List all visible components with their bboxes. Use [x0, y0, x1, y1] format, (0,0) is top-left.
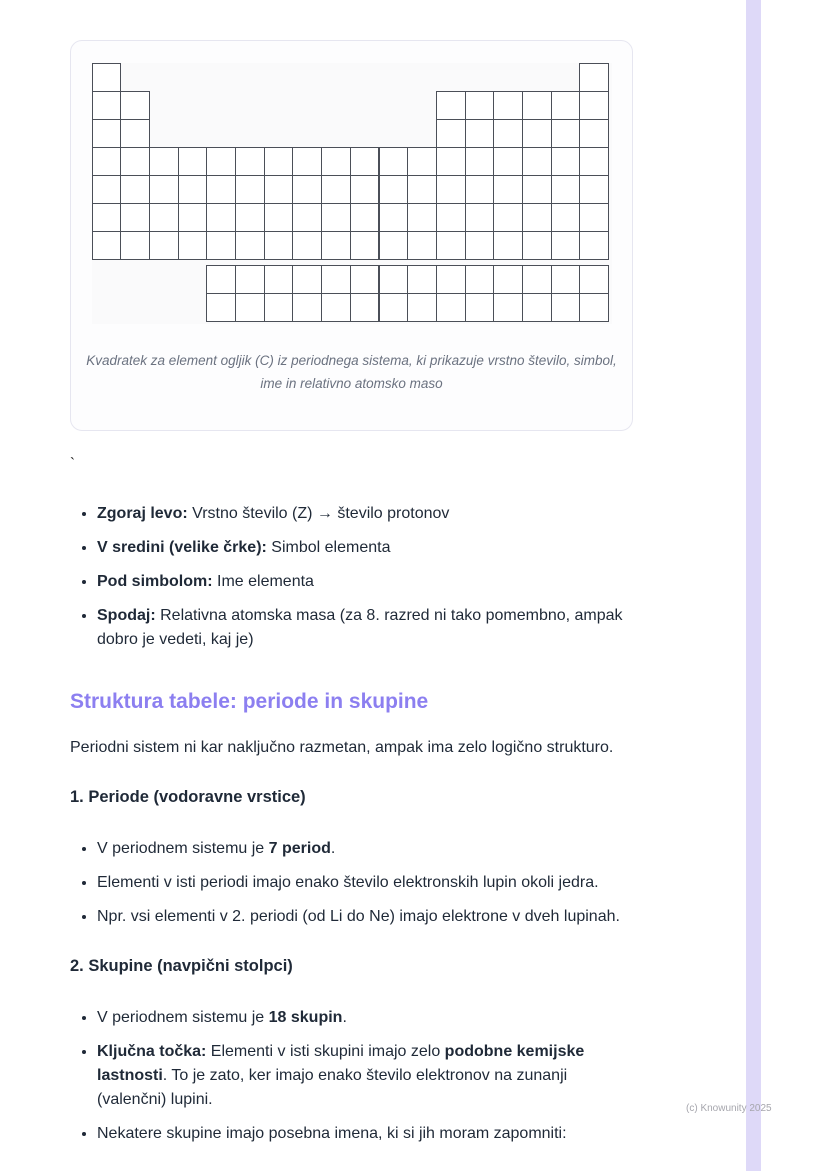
element-cell — [522, 119, 552, 148]
element-cell — [579, 91, 609, 120]
list-item — [97, 604, 633, 652]
element-cell — [379, 175, 409, 204]
bold-text: podobne kemijske lastnosti — [97, 1042, 585, 1084]
text: Vrstno število (Z) → število protonov — [187, 504, 450, 522]
element-cell — [264, 231, 294, 260]
element-cell — [551, 231, 581, 260]
element-cell — [551, 147, 581, 176]
element-cell — [120, 203, 150, 232]
element-cell — [493, 265, 523, 294]
element-cell — [206, 265, 236, 294]
element-cell — [350, 265, 380, 294]
element-cell — [92, 63, 122, 92]
list-item — [97, 1006, 633, 1030]
element-cell — [522, 91, 552, 120]
element-cell — [436, 147, 466, 176]
element-cell — [321, 203, 351, 232]
element-cell — [350, 175, 380, 204]
element-cell — [120, 91, 150, 120]
element-cell — [551, 203, 581, 232]
text: Npr. vsi elementi v 2. periodi (od Li do Ne) imajo elektrone v dveh lupinah. — [97, 907, 620, 925]
element-cell — [120, 147, 150, 176]
element-cell — [206, 147, 236, 176]
element-cell — [465, 91, 495, 120]
element-cell — [292, 265, 322, 294]
element-cell — [579, 231, 609, 260]
element-cell — [264, 203, 294, 232]
periodic-table — [92, 63, 612, 324]
element-cell — [407, 293, 437, 322]
element-cell — [579, 175, 609, 204]
symbol-legend-list — [80, 502, 633, 652]
element-cell — [149, 175, 179, 204]
element-cell — [379, 293, 409, 322]
element-cell — [493, 231, 523, 260]
text: Elementi v isti skupini imajo zelo — [206, 1042, 445, 1060]
element-cell — [235, 231, 265, 260]
element-cell — [579, 203, 609, 232]
element-cell — [436, 293, 466, 322]
element-cell — [206, 175, 236, 204]
bold-text: Zgoraj levo: — [97, 504, 188, 522]
element-cell — [92, 91, 122, 120]
figure-card — [70, 40, 633, 431]
section-heading: Struktura tabele: periode in skupine — [70, 689, 429, 713]
element-cell — [465, 119, 495, 148]
element-cell — [407, 231, 437, 260]
element-cell — [321, 231, 351, 260]
list-item — [97, 570, 633, 594]
element-cell — [436, 203, 466, 232]
element-cell — [92, 147, 122, 176]
element-cell — [264, 147, 294, 176]
bold-text: Spodaj: — [97, 606, 156, 624]
element-cell — [493, 293, 523, 322]
element-cell — [292, 175, 322, 204]
element-cell — [465, 203, 495, 232]
element-cell — [522, 231, 552, 260]
element-cell — [350, 231, 380, 260]
text: Elementi v isti periodi imajo enako število elektronskih lupin okoli jedra. — [97, 873, 599, 891]
periods-list — [80, 837, 633, 929]
element-cell — [579, 119, 609, 148]
element-cell — [436, 91, 466, 120]
element-cell — [292, 203, 322, 232]
element-cell — [235, 265, 265, 294]
element-cell — [436, 231, 466, 260]
element-cell — [407, 147, 437, 176]
element-cell — [92, 231, 122, 260]
element-cell — [235, 293, 265, 322]
element-cell — [551, 293, 581, 322]
element-cell — [292, 293, 322, 322]
list-item — [97, 905, 633, 929]
element-cell — [493, 175, 523, 204]
scrollbar[interactable] — [746, 0, 761, 1171]
intro-paragraph: Periodni sistem ni kar naključno razmetan, ampak ima zelo logično strukturo. — [70, 738, 614, 756]
text: Relativna atomska masa (za 8. razred ni tako pomembno, ampak dobro je vedeti, kaj je) — [97, 606, 623, 648]
bold-text: 7 period — [268, 839, 331, 857]
element-cell — [522, 293, 552, 322]
element-cell — [235, 203, 265, 232]
element-cell — [120, 119, 150, 148]
element-cell — [551, 119, 581, 148]
element-cell — [178, 231, 208, 260]
list-item — [97, 837, 633, 861]
element-cell — [579, 147, 609, 176]
element-cell — [321, 265, 351, 294]
text: . To je zato, ker imajo enako število elektronov na zunanji (valenčni) lupini. — [97, 1066, 568, 1108]
element-cell — [579, 293, 609, 322]
element-cell — [465, 293, 495, 322]
element-cell — [493, 91, 523, 120]
element-cell — [493, 147, 523, 176]
list-item — [97, 502, 633, 526]
element-cell — [465, 231, 495, 260]
element-cell — [206, 231, 236, 260]
element-cell — [407, 175, 437, 204]
element-cell — [92, 203, 122, 232]
element-cell — [379, 147, 409, 176]
groups-list — [80, 1006, 633, 1146]
element-cell — [178, 203, 208, 232]
list-item — [97, 1122, 633, 1146]
element-cell — [493, 203, 523, 232]
element-cell — [235, 175, 265, 204]
element-cell — [407, 265, 437, 294]
element-cell — [379, 203, 409, 232]
element-cell — [551, 265, 581, 294]
element-cell — [436, 119, 466, 148]
text: Ime elementa — [212, 572, 314, 590]
element-cell — [235, 147, 265, 176]
element-cell — [522, 175, 552, 204]
element-cell — [465, 265, 495, 294]
element-cell — [264, 265, 294, 294]
element-cell — [465, 175, 495, 204]
document-page — [70, 0, 633, 1146]
element-cell — [579, 63, 609, 92]
element-cell — [379, 265, 409, 294]
list-item — [97, 1040, 633, 1112]
element-cell — [379, 231, 409, 260]
element-cell — [493, 119, 523, 148]
element-cell — [120, 231, 150, 260]
element-cell — [292, 147, 322, 176]
element-cell — [149, 231, 179, 260]
element-cell — [551, 91, 581, 120]
element-cell — [206, 293, 236, 322]
element-cell — [465, 147, 495, 176]
bold-text: 18 skupin — [268, 1008, 343, 1026]
subheading-groups: 2. Skupine (navpični stolpci) — [70, 956, 293, 975]
element-cell — [120, 175, 150, 204]
element-cell — [264, 175, 294, 204]
element-cell — [92, 175, 122, 204]
element-cell — [292, 231, 322, 260]
text: Simbol elementa — [266, 538, 391, 556]
element-cell — [350, 293, 380, 322]
element-cell — [579, 265, 609, 294]
element-cell — [321, 175, 351, 204]
list-item — [97, 536, 633, 560]
element-cell — [551, 175, 581, 204]
subheading-periods: 1. Periode (vodoravne vrstice) — [70, 787, 306, 806]
element-cell — [436, 175, 466, 204]
element-cell — [149, 147, 179, 176]
element-cell — [264, 293, 294, 322]
element-cell — [407, 203, 437, 232]
text: . — [330, 839, 336, 857]
element-cell — [522, 203, 552, 232]
element-cell — [436, 265, 466, 294]
bold-text: V sredini (velike črke): — [97, 538, 267, 556]
text: . — [342, 1008, 347, 1026]
stray-backtick: ` — [70, 454, 75, 472]
text: Nekatere skupine imajo posebna imena, ki si jih moram zapomniti: — [97, 1124, 567, 1142]
bold-text: Ključna točka: — [97, 1042, 207, 1060]
element-cell — [321, 293, 351, 322]
element-cell — [178, 147, 208, 176]
copyright-watermark: (c) Knowunity 2025 — [686, 1103, 772, 1114]
element-cell — [206, 203, 236, 232]
element-cell — [522, 265, 552, 294]
text: V periodnem sistemu je — [97, 839, 269, 857]
element-cell — [92, 119, 122, 148]
element-cell — [321, 147, 351, 176]
text: V periodnem sistemu je — [97, 1008, 269, 1026]
list-item — [97, 871, 633, 895]
element-cell — [350, 147, 380, 176]
element-cell — [350, 203, 380, 232]
bold-text: Pod simbolom: — [97, 572, 213, 590]
element-cell — [522, 147, 552, 176]
element-cell — [149, 203, 179, 232]
element-cell — [178, 175, 208, 204]
figure-caption: Kvadratek za element ogljik (C) iz periodnega sistema, ki prikazuje vrstno število, simbol, ime in relativno atomsko maso — [86, 353, 617, 391]
